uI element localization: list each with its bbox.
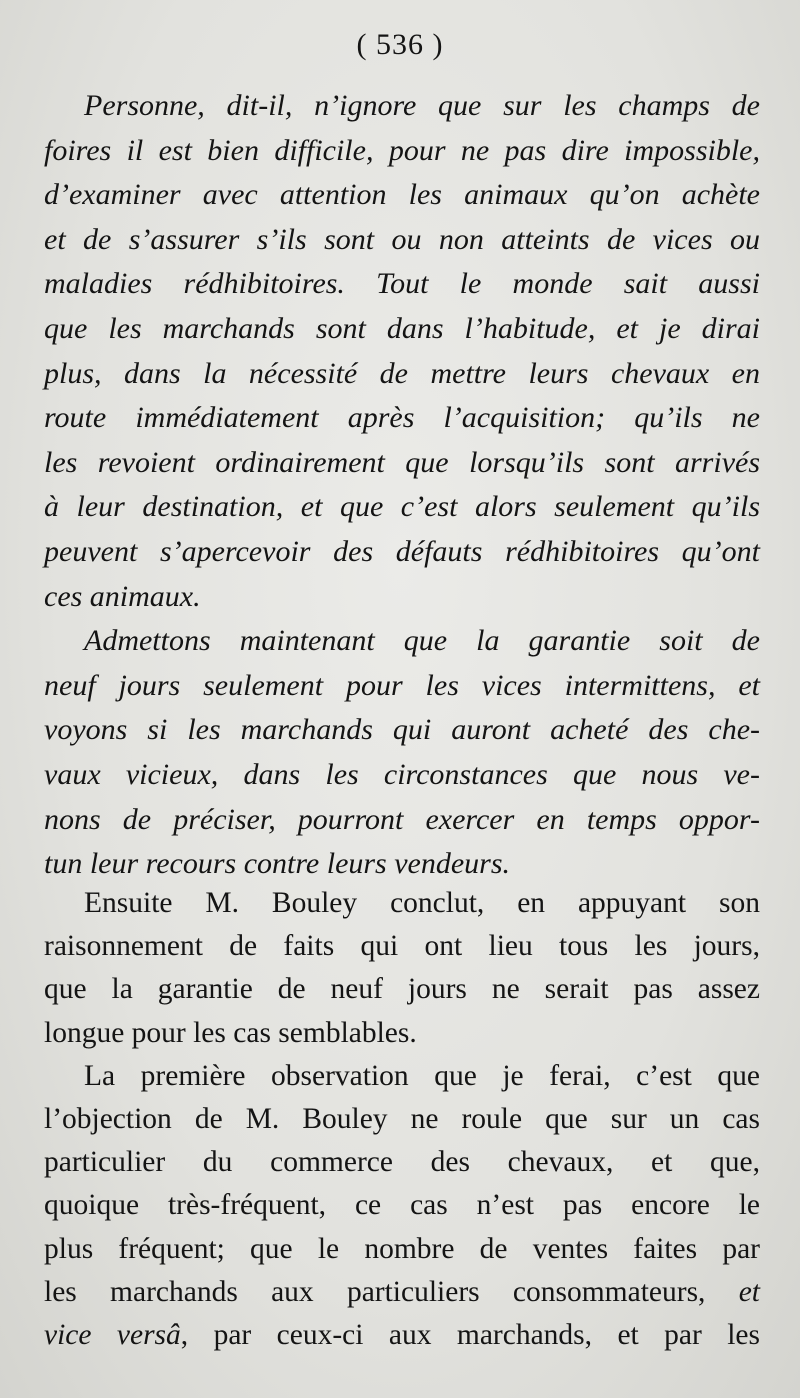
text-line: l’objection de M. Bouley ne roule que sur un cas: [44, 1102, 760, 1135]
text-line: quoique très-fréquent, ce cas n’est pas encore le: [44, 1189, 760, 1222]
italic-phrase: vice versâ: [44, 1318, 181, 1351]
text-line: nons de préciser, pourront exercer en temps oppor-: [44, 802, 760, 836]
italic-word: et: [738, 1275, 760, 1308]
italic-passage: [44, 84, 760, 887]
text-line: [44, 1271, 760, 1314]
text-line: longue pour les cas semblables.: [44, 1016, 417, 1049]
text-line: Personne, dit-il, n’ignore que sur les champs de: [84, 89, 760, 122]
text-line: maladies rédhibitoires. Tout le monde sait aussi: [44, 267, 760, 301]
text-line: que la garantie de neuf jours ne serait pas assez: [44, 973, 760, 1006]
text-line: plus, dans la nécessité de mettre leurs chevaux en: [44, 356, 760, 390]
text-segment: les marchands aux particuliers consommateurs,: [44, 1275, 706, 1308]
text-line: les revoient ordinairement que lorsqu’ils sont arrivés: [44, 445, 760, 479]
text-segment: , par ceux-ci aux marchands, et par les: [180, 1318, 760, 1351]
text-line: neuf jours seulement pour les vices intermittens, et: [44, 668, 760, 702]
text-line: à leur destination, et que c’est alors seulement qu’ils: [44, 490, 760, 524]
text-line: Admettons maintenant que la garantie soit de: [84, 624, 760, 658]
text-line: Ensuite M. Bouley conclut, en appuyant son: [84, 887, 760, 919]
text-line: d’examiner avec attention les animaux qu’on achète: [44, 178, 760, 212]
text-line: plus fréquent; que le nombre de ventes faites par: [44, 1232, 760, 1265]
text-line: vaux vicieux, dans les circonstances que nous ve-: [44, 757, 760, 791]
text-line: [44, 1314, 760, 1357]
roman-passage: [44, 882, 760, 1357]
text-line: particulier du commerce des chevaux, et que,: [44, 1146, 760, 1179]
text-line: foires il est bien difficile, pour ne pas dire impossible,: [44, 133, 760, 167]
text-line: et de s’assurer s’ils sont ou non atteints de vices ou: [44, 222, 760, 256]
text-line: La première observation que je ferai, c’est que: [84, 1059, 760, 1092]
text-line: raisonnement de faits qui ont lieu tous les jours,: [44, 930, 760, 963]
text-line: que les marchands sont dans l’habitude, et je dirai: [44, 311, 760, 345]
page-number: ( 536 ): [356, 28, 444, 61]
text-line: peuvent s’apercevoir des défauts rédhibitoires qu’ont: [44, 534, 760, 568]
text-line: tun leur recours contre leurs vendeurs.: [44, 847, 511, 881]
text-line: ces animaux.: [44, 579, 201, 613]
text-line: route immédiatement après l’acquisition; qu’ils ne: [44, 401, 760, 435]
text-line: voyons si les marchands qui auront acheté des che-: [44, 713, 760, 747]
